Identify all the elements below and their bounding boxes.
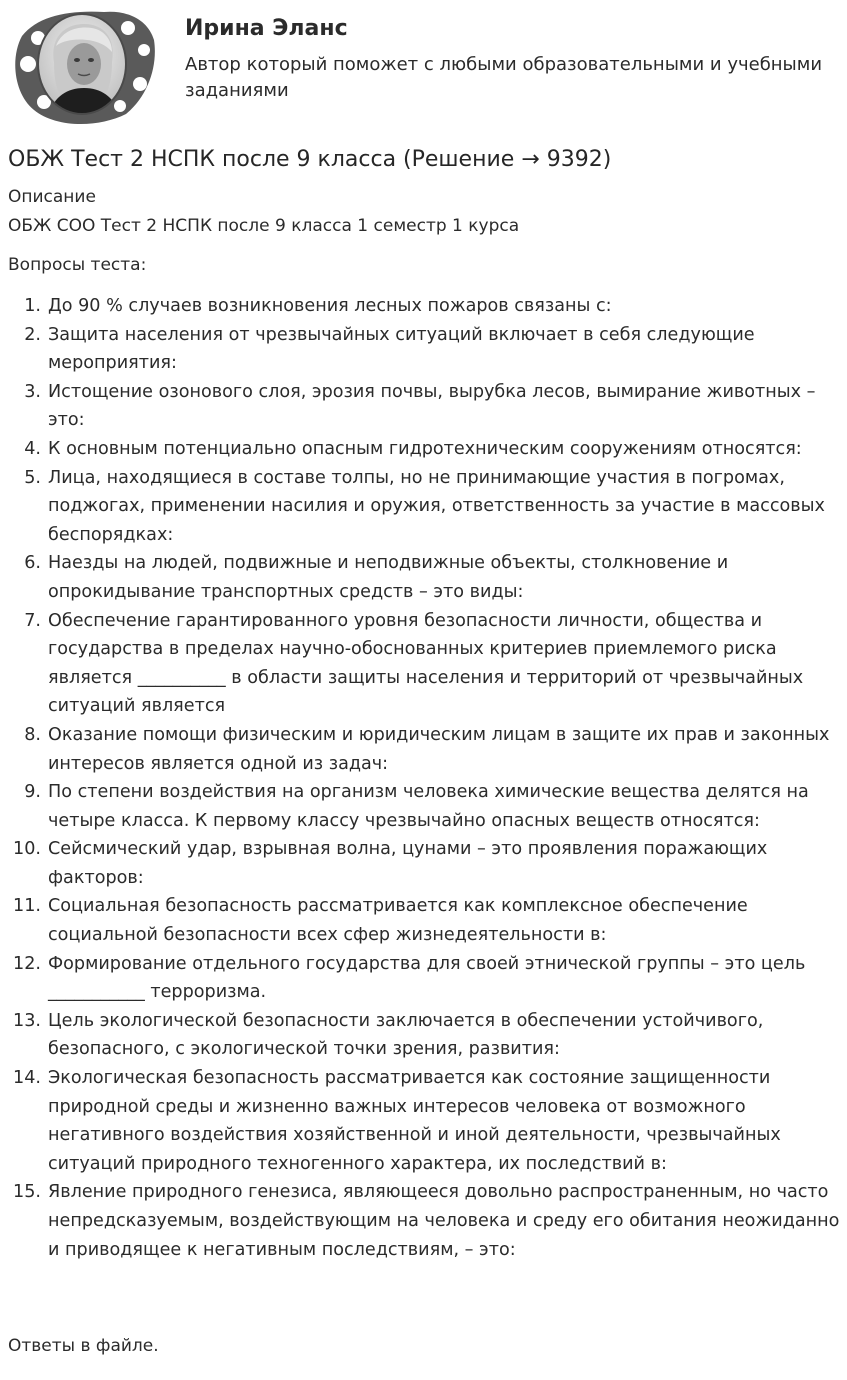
question-item: Защита населения от чрезвычайных ситуаций включает в себя следующие мероприятия:: [48, 324, 755, 374]
questions-label: Вопросы теста:: [8, 255, 147, 275]
author-block: [8, 6, 838, 128]
description-label: Описание: [8, 187, 96, 207]
question-item: Лица, находящиеся в составе толпы, но не принимающие участия в погромах, поджогах, применении насилия и оружия, ответственность за участие в массовых беспорядках:: [48, 467, 825, 545]
question-item: Экологическая безопасность рассматривается как состояние защищенности природной среды и жизненно важных интересов человека от возможного негативного воздействия хозяйственной и иной деятельности, чрезвычайных ситуаций природного техногенного характера, их последствий в:: [48, 1068, 781, 1174]
question-item: Наезды на людей, подвижные и неподвижные объекты, столкновение и опрокидывание транспортных средств – это виды:: [48, 553, 729, 602]
author-description: Автор который поможет с любыми образовательными и учебными заданиями: [185, 54, 823, 101]
author-photo-icon: [8, 6, 158, 126]
question-item: Истощение озонового слоя, эрозия почвы, вырубка лесов, вымирание животных – это:: [48, 381, 816, 431]
author-name[interactable]: Ирина Эланс: [185, 16, 348, 41]
question-item: Социальная безопасность рассматривается как комплексное обеспечение социальной безопасности всех сфер жизнедеятельности в:: [48, 896, 748, 946]
question-item: К основным потенциально опасным гидротехническим сооружениям относятся:: [48, 438, 802, 459]
page-title: ОБЖ Тест 2 НСПК после 9 класса (Решение → 9392): [8, 147, 612, 172]
description-text: ОБЖ СОО Тест 2 НСПК после 9 класса 1 семестр 1 курса: [8, 216, 520, 236]
question-item: Оказание помощи физическим и юридическим лицам в защите их прав и законных интересов является одной из задач:: [48, 724, 830, 774]
questions-list: [0, 292, 840, 1264]
answers-note: Ответы в файле.: [8, 1336, 159, 1356]
question-item: По степени воздействия на организм человека химические вещества делятся на четыре класса. К первому классу чрезвычайно опасных веществ относятся:: [48, 782, 809, 831]
question-item: До 90 % случаев возникновения лесных пожаров связаны с:: [48, 296, 612, 316]
question-item: Формирование отдельного государства для своей этнической группы – это цель ___________ терроризма.: [48, 953, 806, 1003]
question-item: Сейсмический удар, взрывная волна, цунами – это проявления поражающих факторов:: [48, 839, 768, 888]
question-item: Цель экологической безопасности заключается в обеспечении устойчивого, безопасного, с экологической точки зрения, развития:: [48, 1010, 764, 1060]
question-item: Обеспечение гарантированного уровня безопасности личности, общества и государства в пределах научно-обоснованных критериев приемлемого риска является __________ в области защиты населения и территорий от чрезвычайных ситуаций является: [48, 610, 804, 717]
question-item: Явление природного генезиса, являющееся довольно распространенным, но часто непредсказуемым, воздействующим на человека и среду его обитания неожиданно и приводящее к негативным последствиям, – это:: [48, 1182, 840, 1260]
